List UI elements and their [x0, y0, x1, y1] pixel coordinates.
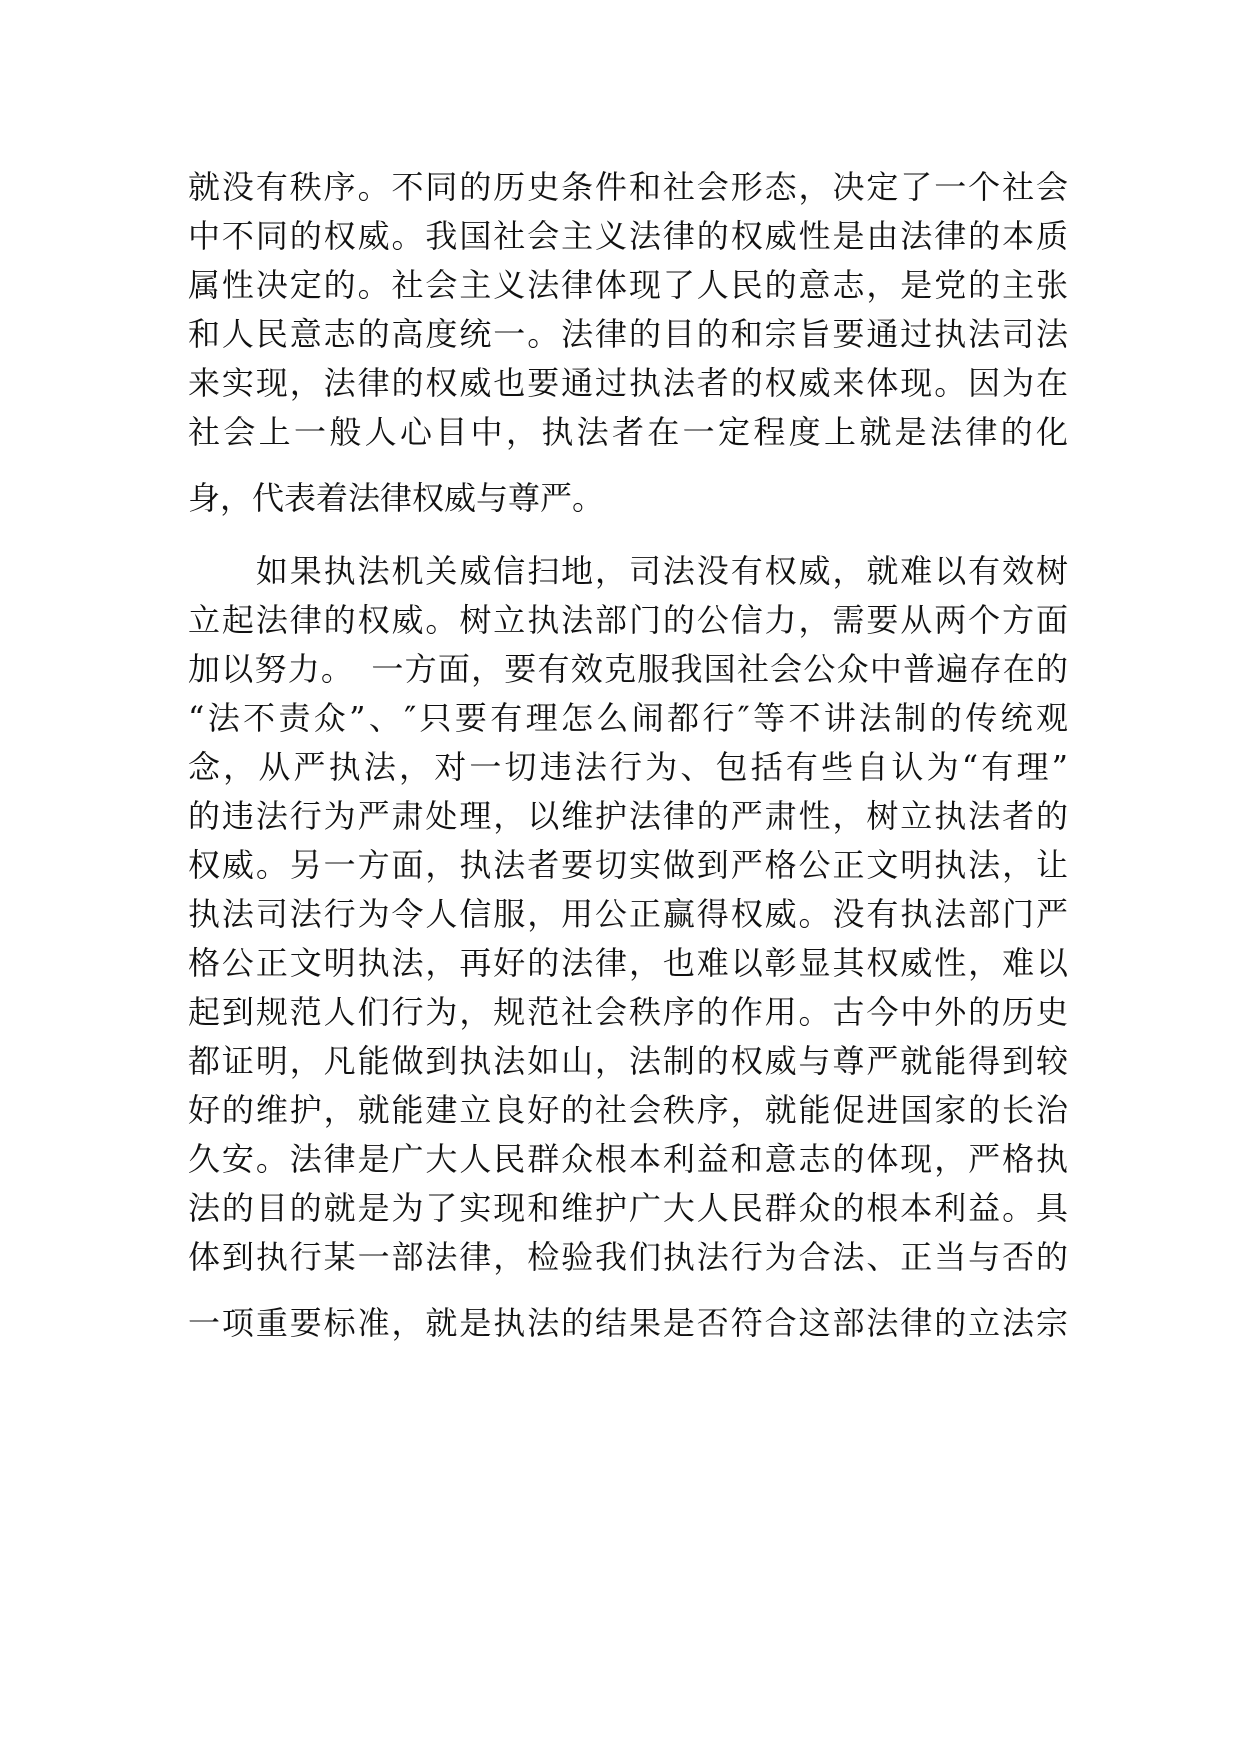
- paragraph-2-line: 如果执法机关威信扫地，司法没有权威，就难以有效树: [188, 552, 1068, 590]
- paragraph-2-line: 都证明，凡能做到执法如山，法制的权威与尊严就能得到较: [188, 1042, 1068, 1080]
- paragraph-2-line: 立起法律的权威。树立执法部门的公信力，需要从两个方面: [188, 601, 1068, 639]
- paragraph-1-line: 和人民意志的高度统一。法律的目的和宗旨要通过执法司法: [188, 315, 1068, 353]
- paragraph-1-line: 社会上一般人心目中，执法者在一定程度上就是法律的化: [188, 413, 1068, 451]
- paragraph-2-line: 好的维护，就能建立良好的社会秩序，就能促进国家的长治: [188, 1091, 1068, 1129]
- paragraph-2-line: 久安。法律是广大人民群众根本利益和意志的体现，严格执: [188, 1140, 1068, 1178]
- paragraph-2-line: “法不责众”、″只要有理怎么闹都行″等不讲法制的传统观: [188, 699, 1068, 737]
- paragraph-2-line: 权威。另一方面，执法者要切实做到严格公正文明执法，让: [188, 846, 1068, 884]
- paragraph-1-line: 来实现，法律的权威也要通过执法者的权威来体现。因为在: [188, 364, 1068, 402]
- paragraph-2-line: 一项重要标准，就是执法的结果是否符合这部法律的立法宗: [188, 1304, 1068, 1342]
- paragraph-2-line: 格公正文明执法，再好的法律，也难以彰显其权威性，难以: [188, 944, 1068, 982]
- paragraph-2-line: 法的目的就是为了实现和维护广大人民群众的根本利益。具: [188, 1189, 1068, 1227]
- paragraph-2-line: 执法司法行为令人信服，用公正赢得权威。没有执法部门严: [188, 895, 1068, 933]
- paragraph-1-line: 身，代表着法律权威与尊严。: [188, 479, 605, 517]
- paragraph-1-line: 属性决定的。社会主义法律体现了人民的意志，是党的主张: [188, 266, 1068, 304]
- paragraph-2-line: 的违法行为严肃处理，以维护法律的严肃性，树立执法者的: [188, 797, 1068, 835]
- paragraph-2-line: 念，从严执法，对一切违法行为、包括有些自认为“有理”: [188, 748, 1068, 786]
- paragraph-2-line: 加以努力。 一方面，要有效克服我国社会公众中普遍存在的: [188, 650, 1068, 688]
- paragraph-2-line: 体到执行某一部法律，检验我们执法行为合法、正当与否的: [188, 1238, 1068, 1276]
- paragraph-1: [188, 163, 1068, 523]
- paragraph-2: [188, 547, 1068, 1348]
- paragraph-1-line: 中不同的权威。我国社会主义法律的权威性是由法律的本质: [188, 217, 1068, 255]
- paragraph-1-line: 就没有秩序。不同的历史条件和社会形态，决定了一个社会: [188, 168, 1068, 206]
- paragraph-2-line: 起到规范人们行为，规范社会秩序的作用。古今中外的历史: [188, 993, 1068, 1031]
